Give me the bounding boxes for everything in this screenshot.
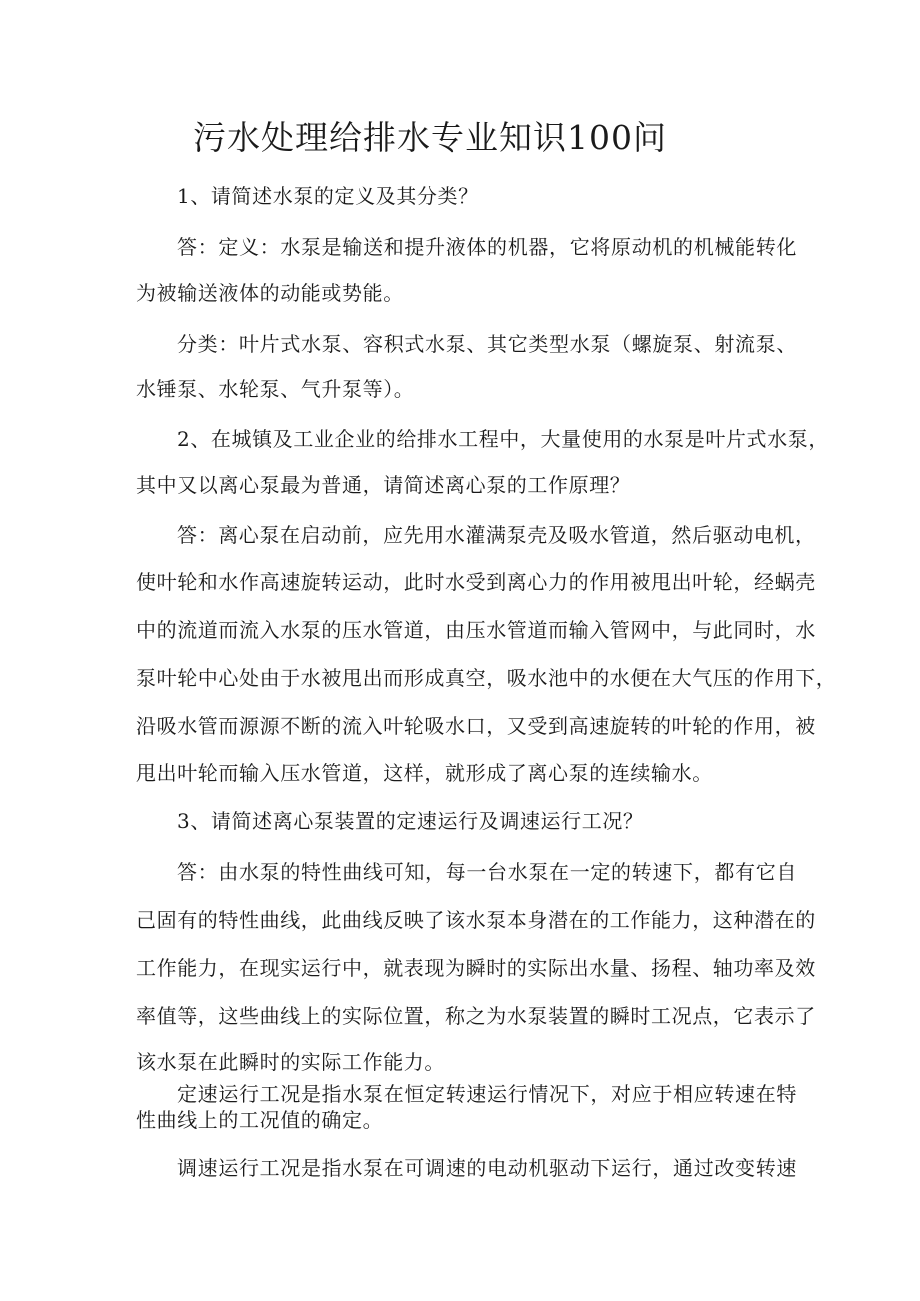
question-3: 3、请简述离心泵装置的定速运行及调速运行工况？ [177, 809, 644, 833]
answer-3-line-5: 该水泵在此瞬时的实际工作能力。 [136, 1050, 445, 1074]
answer-2-line-6: 甩出叶轮而输入压水管道，这样，就形成了离心泵的连续输水。 [136, 761, 713, 785]
answer-3-line-3: 工作能力，在现实运行中，就表现为瞬时的实际出水量、扬程、轴功率及效 [136, 956, 816, 980]
answer-3-line-1: 答：由水泵的特性曲线可知，每一台水泵在一定的转速下，都有它自 [177, 860, 797, 884]
answer-3-line-6: 定速运行工况是指水泵在恒定转速运行情况下，对应于相应转速在特 [177, 1082, 797, 1106]
document-title: 污水处理给排水专业知识100问 [193, 118, 667, 157]
answer-3-line-8: 调速运行工况是指水泵在可调速的电动机驱动下运行，通过改变转速 [177, 1156, 797, 1180]
answer-1-line-2: 为被输送液体的动能或势能。 [136, 281, 404, 305]
answer-1-line-4: 水锤泵、水轮泵、气升泵等）。 [136, 377, 415, 401]
answer-2-line-5: 沿吸水管而源源不断的流入叶轮吸水口，又受到高速旋转的叶轮的作用，被 [136, 714, 816, 738]
answer-3-line-2: 己固有的特性曲线，此曲线反映了该水泵本身潜在的工作能力，这种潜在的 [136, 908, 816, 932]
question-1: 1、请简述水泵的定义及其分类？ [177, 184, 479, 208]
answer-3-line-4: 率值等，这些曲线上的实际位置，称之为水泵装置的瞬时工况点，它表示了 [136, 1004, 816, 1028]
answer-2-line-3: 中的流道而流入水泵的压水管道，由压水管道而输入管网中，与此同时，水 [136, 618, 816, 642]
question-2-line-1: 2、在城镇及工业企业的给排水工程中，大量使用的水泵是叶片式水泵， [177, 427, 829, 451]
answer-2-line-1: 答：离心泵在启动前，应先用水灌满泵壳及吸水管道，然后驱动电机， [177, 523, 816, 547]
answer-1-line-1: 答：定义：水泵是输送和提升液体的机器，它将原动机的机械能转化 [177, 235, 797, 259]
question-2-line-2: 其中又以离心泵最为普通，请简述离心泵的工作原理？ [136, 473, 631, 497]
answer-2-line-2: 使叶轮和水作高速旋转运动，此时水受到离心力的作用被甩出叶轮，经蜗壳 [136, 570, 816, 594]
answer-2-line-4: 泵叶轮中心处由于水被甩出而形成真空，吸水池中的水便在大气压的作用下， [136, 666, 837, 690]
answer-3-line-7: 性曲线上的工况值的确定。 [136, 1108, 384, 1132]
answer-1-line-3: 分类：叶片式水泵、容积式水泵、其它类型水泵（螺旋泵、射流泵、 [177, 332, 797, 356]
